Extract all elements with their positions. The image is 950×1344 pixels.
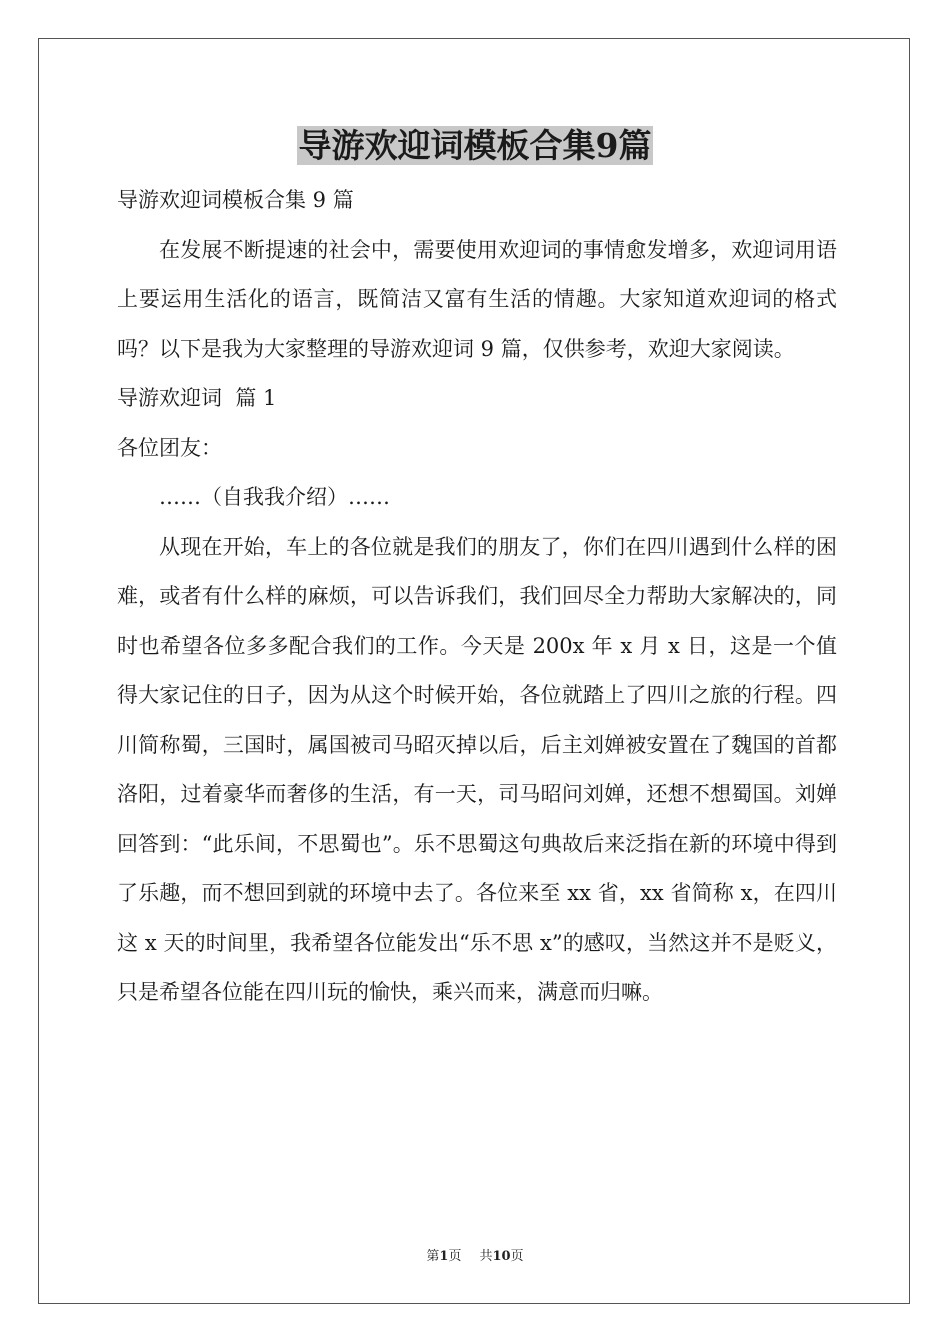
self-intro: ……（自我我介绍）……: [159, 485, 390, 509]
footer-page-suffix: 页: [448, 1249, 462, 1264]
body-paragraph: 从现在开始，车上的各位就是我们的朋友了，你们在四川遇到什么样的困难，或者有什么样的麻烦，可以告诉我们，我们回尽全力帮助大家解决的，同时也希望各位多多配合我们的工作。今天是 200x 年 x 月 x 日，这是一个值得大家记住的日子，因为从这个时候开始，各位就踏上了四川之旅的行程。四川简称蜀，三国时，属国被司马昭灭掉以后，后主刘婵被安置在了魏国的首都洛阳，过着豪华而奢侈的生活，有一天，司马昭问刘婵，还想不想蜀国。刘婵回答到：“此乐间，不思蜀也”。乐不思蜀这句典故后来泛指在新的环境中得到了乐趣，而不想回到就的环境中去了。各位来至 xx 省，xx 省简称 x，在四川这 x 天的时间里，我希望各位能发出“乐不思 x”的感叹，当然这并不是贬义，只是希望各位能在四川玩的愉快，乘兴而来，满意而归嘛。: [117, 534, 837, 1004]
document-title-text: 导游欢迎词模板合集9篇: [298, 126, 652, 165]
footer-total-prefix: 共: [479, 1249, 493, 1264]
footer-page-current: 1: [439, 1249, 449, 1264]
section-heading: 导游欢迎词 篇 1: [117, 386, 277, 410]
document-title: [0, 122, 950, 170]
greeting: 各位团友：: [117, 435, 222, 460]
footer-page-total: 10: [492, 1249, 511, 1264]
intro-paragraph: 在发展不断提速的社会中，需要使用欢迎词的事情愈发增多，欢迎词用语上要运用生活化的语言，既简洁又富有生活的情趣。大家知道欢迎词的格式吗？以下是我为大家整理的导游欢迎词 9 篇，仅供参考，欢迎大家阅读。: [117, 237, 837, 361]
page-footer: [0, 1248, 950, 1266]
document-content: [117, 176, 837, 1018]
footer-page-prefix: 第: [426, 1249, 440, 1264]
document-subtitle: 导游欢迎词模板合集 9 篇: [117, 188, 354, 212]
footer-total-suffix: 页: [510, 1249, 524, 1264]
